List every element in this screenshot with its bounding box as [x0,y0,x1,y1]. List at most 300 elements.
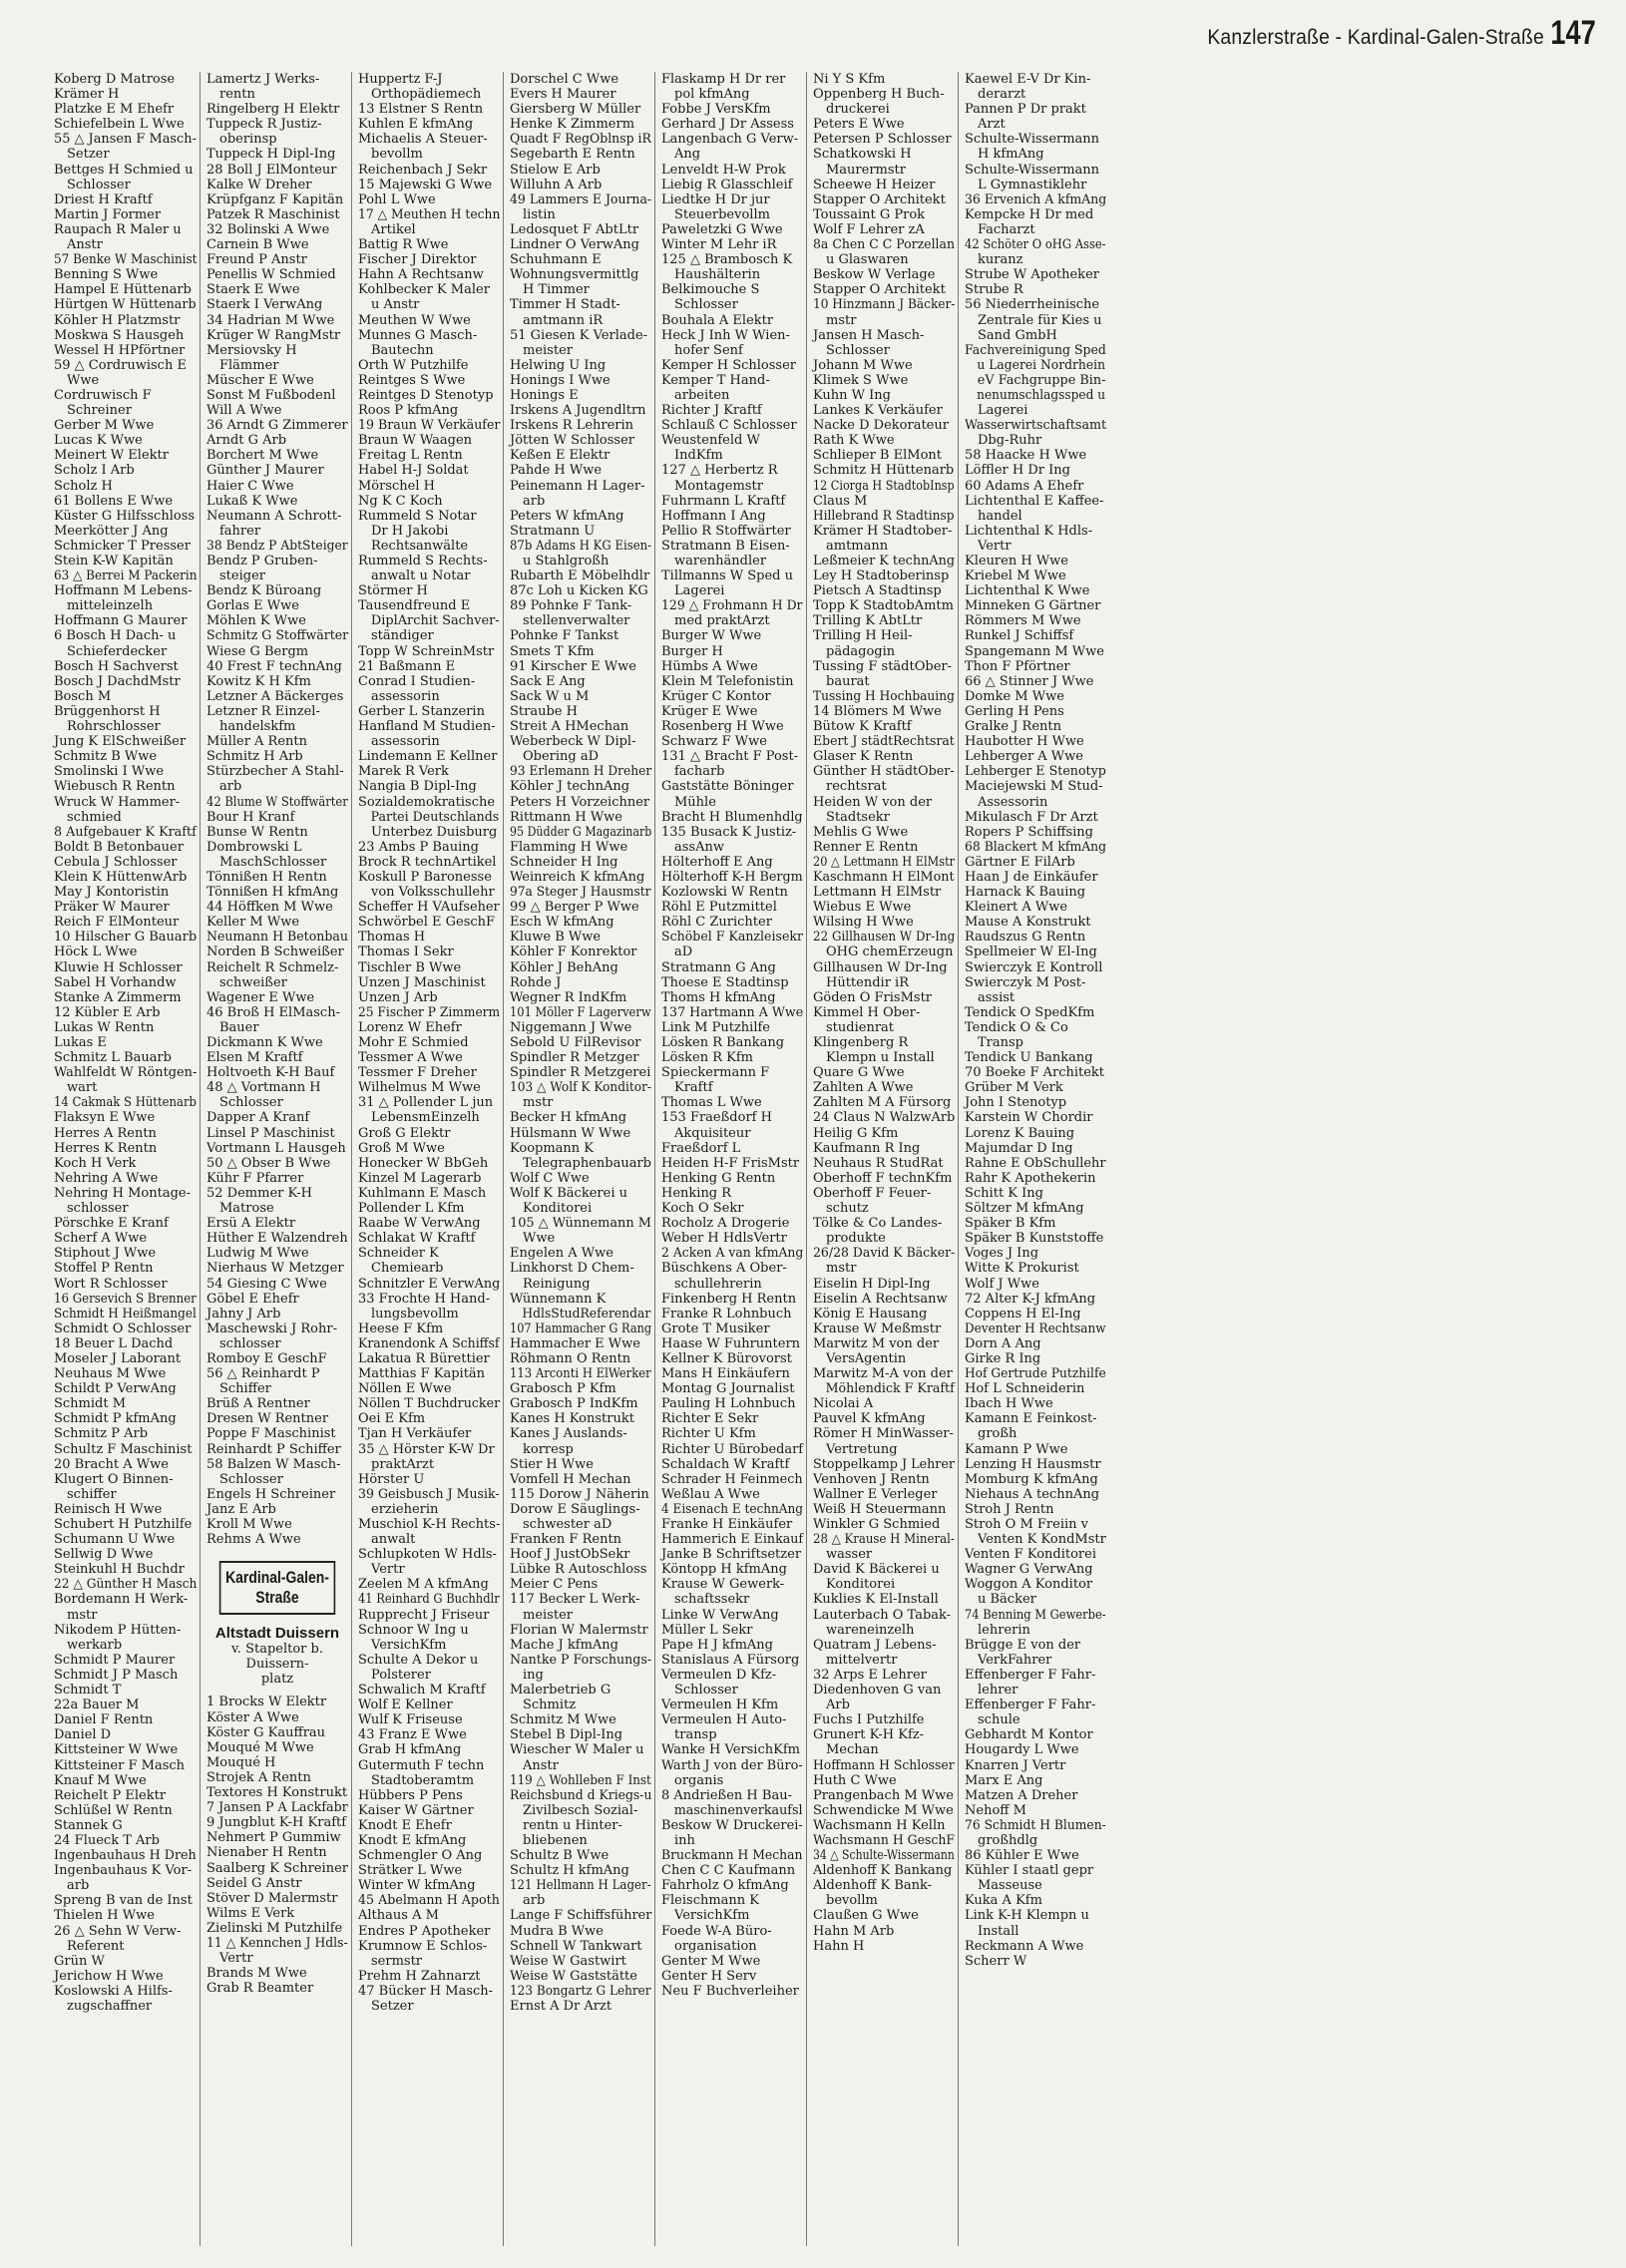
directory-entry: Penellis W Schmied [206,267,336,283]
directory-entry: Reintges D Stenotyp [358,387,494,403]
directory-entry: Schultz B Wwe [510,1848,610,1864]
directory-entry: Vertr [371,1562,405,1578]
directory-entry: Bütow K Kraftf [813,719,912,735]
directory-entry: Schwendicke M Wwe [813,1802,954,1818]
directory-entry: u Anstr [371,297,420,313]
directory-entry: Finkenberg H Rentn [661,1291,797,1307]
directory-entry: 137 Hartmann A Wwe [661,1004,804,1020]
directory-entry: Stielow E Arb [510,162,601,178]
directory-entry: Aldenhoff K Bank- [813,1878,933,1894]
directory-entry: 119 △ Wohlleben F Inst [510,1772,651,1788]
directory-entry: Grote T Musiker [661,1321,770,1336]
directory-entry: Maschewski J Rohr- [206,1321,337,1336]
directory-entry: Karstein W Chordir [965,1110,1093,1126]
directory-entry: 18 Beuer L Dachd [54,1335,174,1351]
directory-entry: schmied [67,809,122,825]
directory-entry: Thomas I Sekr [358,945,454,960]
directory-entry: Topp W SchreinMstr [358,643,495,659]
directory-entry: 38 Bendz P AbtSteiger [206,538,348,554]
directory-entry: Hanfland M Studien- [358,719,496,735]
directory-entry: wareneinzelh [826,1622,915,1638]
directory-entry: anwalt u Notar [371,568,471,584]
directory-entry: 49 Lammers E Journa- [510,191,652,207]
directory-entry: Rummeld S Rechts- [358,554,488,568]
directory-entry: Schmidt P Maurer [54,1652,176,1668]
directory-entry: 74 Benning M Gewerbe- [965,1607,1106,1623]
directory-entry: schiffer [67,1486,117,1502]
street-route [206,1642,348,1687]
directory-entry: Röhl E Putzmittel [661,900,777,916]
directory-entry: arb [523,1893,546,1909]
directory-entry: 36 Arndt G Zimmerer [206,418,348,434]
directory-entry: Anstr [67,237,103,253]
directory-entry: 40 Frest F technAng [206,658,342,674]
directory-entry: meister [523,342,573,358]
directory-entry: Krämer H [54,87,120,103]
directory-entry: Kraftf [674,1080,713,1096]
directory-entry: fahrer [219,523,261,539]
directory-entry: Maurermstr [826,162,906,178]
column-2 [200,72,351,2246]
directory-entry: Vermeulen H Auto- [661,1712,787,1728]
directory-entry: Althaus A M [358,1908,439,1924]
directory-entry: Köhler H Platzmstr [54,312,181,328]
directory-entry: Büschkens A Ober- [661,1261,787,1277]
directory-entry: Facharzt [978,221,1035,237]
directory-entry: DiplArchit Sachver- [370,613,500,629]
column-1 [48,72,200,2246]
directory-entry: Köhler J technAng [510,779,630,795]
column-5 [654,72,806,2246]
directory-entry: Stadtsekr [826,809,890,825]
directory-entry: 127 △ Herbertz R [661,463,778,479]
directory-entry: Rath K Wwe [813,433,895,449]
directory-entry: Vermeulen H Kfm [661,1698,779,1713]
directory-entry: Tönnißen H kfmAng [206,885,339,901]
directory-entry: Marx E Ang [965,1772,1043,1788]
directory-entry: Braun W Waagen [358,433,473,449]
directory-entry: Witte K Prokurist [965,1261,1079,1277]
directory-entry: Smets T Kfm [510,643,595,659]
directory-entry: med praktArzt [674,613,770,629]
directory-entry: Kanes J Auslands- [510,1426,627,1442]
directory-entry: Schaldach W Kraftf [661,1456,790,1472]
directory-entry: Schmitz P Arb [54,1426,149,1442]
directory-entry: Nienaber H Rentn [206,1845,327,1861]
directory-entry: Moskwa S Hausgeh [54,327,185,343]
directory-entry: anwalt [371,1532,416,1548]
directory-entry: 36 Ervenich A kfmAng [965,191,1107,207]
directory-entry: Johann M Wwe [813,357,913,373]
directory-entry: Timmer H Stadt- [510,297,620,313]
directory-entry: produkte [826,1231,886,1247]
directory-entry: 8 Andrießen H Bau- [661,1787,792,1803]
directory-entry: 22 △ Günther H Masch [54,1577,198,1593]
directory-entry: Günther J Maurer [206,463,324,479]
directory-entry: Heck J Inh W Wien- [661,327,790,343]
directory-entry: u Glaswaren [826,252,909,268]
directory-entry: Foede W-A Büro- [661,1923,772,1939]
directory-entry: Kaschmann H ElMont [813,869,955,885]
directory-entry: Kuklies K El-Install [813,1592,939,1608]
directory-entry: Franke R Lohnbuch [661,1306,792,1322]
directory-entry: 52 Demmer K-H [206,1185,312,1201]
directory-entry: Neumann A Schrott- [206,508,342,524]
directory-entry: Ringelberg H Elektr [206,102,340,118]
directory-entry: Arb [826,1698,850,1713]
directory-entry: 10 Hilscher G Bauarb [54,930,198,945]
directory-entry: Hoffmann G Maurer [54,613,188,629]
directory-entry: Zielinski M Putzhilfe [206,1920,343,1936]
directory-entry: Wilms E Verk [206,1905,295,1921]
directory-entry: Nantke P Forschungs- [510,1652,652,1668]
directory-entry: Heiden H-F FrisMstr [661,1155,800,1171]
directory-entry: Reichelt P Elektr [54,1787,167,1803]
directory-entry: Holtvoeth K-H Bauf [206,1065,335,1081]
directory-entry: Stadtoberamtm [371,1772,475,1788]
directory-entry: Kluwie H Schlosser [54,959,183,975]
directory-entry: Ingenbauhaus K Vor- [54,1863,193,1879]
directory-entry: Koslowski A Hilfs- [54,1983,173,1999]
directory-entry: Stanislaus A Fürsorg [661,1652,800,1668]
directory-entry: Kellner K Bürovorst [661,1350,792,1366]
directory-entry: Hammacher E Wwe [510,1335,640,1351]
directory-entry: 107 Hammacher G Rang [510,1321,652,1336]
directory-entry: bevollm [371,147,423,163]
directory-entry: Langenbach G Verw- [661,132,799,148]
directory-entry: ing [523,1667,544,1683]
directory-entry: Kittsteiner W Wwe [54,1742,179,1758]
directory-entry: Kranendonk A Schiffsf [358,1335,500,1351]
directory-entry: mitteleinzelh [67,598,154,614]
directory-entry: Weberbeck W Dipl- [510,734,636,750]
directory-entry: Quatram J Lebens- [813,1637,937,1653]
directory-entry: Stiphout J Wwe [54,1246,157,1262]
directory-entry: Vertretung [826,1441,898,1457]
directory-entry: Wolf C Wwe [510,1170,590,1186]
directory-entry: Spindler R Metzger [510,1050,639,1066]
directory-entry: Tendick U Bankang [965,1050,1093,1066]
directory-entry: zugschaffner [67,1999,153,2014]
directory-entry: Sellwig D Wwe [54,1547,154,1563]
directory-entry: Mersiovsky H [206,342,297,358]
directory-entry: Minneken G Gärtner [965,598,1101,614]
directory-entry: Schmidt H Heißmangel [54,1306,197,1322]
directory-entry: 60 Adams A Ehefr [965,478,1084,494]
directory-entry: Präker W Maurer [54,900,170,916]
directory-entry: Späker B Kfm [965,1216,1056,1232]
directory-entry: Bosch H Sachverst [54,658,179,674]
directory-entry: 129 △ Frohmann H Dr [661,598,803,614]
directory-entry: maschinenverkaufsl [673,1802,803,1818]
directory-entry: Mudra B Wwe [510,1923,604,1939]
directory-entry: Lenzing H Hausmstr [965,1456,1101,1472]
directory-entry: 44 Höffken M Wwe [206,900,333,916]
directory-entry: Carnein B Wwe [206,237,309,253]
directory-entry: Römer H MinWasser- [813,1426,954,1442]
directory-entry: Polsterer [371,1667,431,1683]
directory-entry: 87c Loh u Kicken KG [510,583,648,599]
directory-entry: Kaiser W Gärtner [358,1802,474,1818]
directory-entry: Tuppeck R Justiz- [206,117,322,133]
directory-entry: Schlieper B ElMont [813,448,942,464]
directory-entry: Tendick O SpedKfm [965,1004,1095,1020]
directory-entry: Malerbetrieb G [510,1683,611,1699]
directory-entry: Stratmann U [510,523,596,539]
directory-entry: Vermeulen D Kfz- [661,1667,777,1683]
directory-entry: Link K-H Klempn u [965,1908,1089,1924]
directory-entry: Flaksyn E Wwe [54,1110,156,1126]
directory-entry: Wulf K Friseuse [358,1712,463,1728]
directory-entry: Stannek G [54,1817,123,1833]
directory-entry: Raabe W VerwAng [358,1216,481,1232]
directory-entry: Lösken R Bankang [661,1035,785,1050]
directory-entry: Chen C C Kaufmann [661,1863,796,1879]
directory-entry: Borchert M Wwe [206,448,319,464]
directory-entry: Habel H-J Soldat [358,463,469,479]
directory-entry: Gerhard J Dr Assess [661,117,794,133]
directory-entry: Schlupkoten W Hdls- [358,1547,497,1563]
directory-entry: Ang [674,147,701,163]
directory-entry: 14 Cakmak S Hüttenarb [54,1095,197,1111]
directory-entry: Lagerei [978,403,1028,419]
directory-entry: Grabosch P IndKfm [510,1396,638,1412]
directory-entry: Kroll M Wwe [206,1517,292,1532]
directory-entry: Schitt K Ing [965,1185,1043,1201]
directory-entry: MaschSchlosser [219,854,327,870]
directory-entry: Pietsch A Stadtinsp [813,583,942,599]
directory-entry: Effenberger F Fahr- [965,1698,1096,1713]
directory-entry: Hübbers P Pens [358,1787,463,1803]
directory-entry: Krüpfganz F Kapitän [206,191,344,207]
directory-entry: Klugert O Binnen- [54,1471,174,1487]
directory-entry: Reich F ElMonteur [54,915,180,931]
directory-entry: 34 Hadrian M Wwe [206,312,335,328]
directory-entry: Saalberg K Schreiner [206,1860,348,1876]
directory-entry: Weise W Gaststätte [510,1968,637,1984]
directory-entry: Wagner G VerwAng [965,1562,1093,1578]
directory-entry: Swierczyk E Kontroll [965,959,1103,975]
column-6 [806,72,958,2246]
directory-entry: Ebert J städtRechtsrat [813,734,955,750]
directory-entry: Köster A Wwe [206,1709,299,1725]
directory-entry: 99 △ Berger P Wwe [510,900,639,916]
directory-entry: 14 Blömers M Wwe [813,703,942,719]
directory-entry: Link M Putzhilfe [661,1019,771,1035]
directory-entry: 48 △ Vortmann H [206,1080,321,1096]
directory-entry: Krämer H Stadtober- [813,523,953,539]
directory-entry: 8a Chen C C Porzellan [813,237,956,253]
directory-entry: Müller L Sekr [661,1622,753,1638]
directory-entry: Fuchs I Putzhilfe [813,1712,925,1728]
directory-entry: Fraeßdorf L [661,1140,741,1156]
directory-entry: assAnw [674,839,724,855]
directory-entry: Bruckmann H Mechan [661,1848,803,1864]
directory-entry: Göbel E Ehefr [206,1291,299,1307]
directory-entry: 91 Kirscher E Wwe [510,658,636,674]
directory-entry: John I Stenotyp [965,1095,1067,1111]
directory-entry: Bendz K Büroang [206,583,322,599]
directory-entry: Bendz P Gruben- [206,554,318,568]
directory-entry: Meerkötter J Ang [54,523,169,539]
directory-entry: Zeelen M A kfmAng [358,1577,489,1593]
directory-entry: 31 △ Pollender L jun [358,1095,494,1111]
directory-entry: Heese F Kfm [358,1321,444,1336]
directory-entry: Strube R [965,282,1023,298]
directory-entry: Eiselin A Rechtsanw [813,1291,948,1307]
directory-entry: Tausendfreund E [358,598,471,614]
directory-entry: Röhl C Zurichter [661,915,772,931]
directory-entry: Benning S Wwe [54,267,159,283]
directory-entry: Prehm H Zahnarzt [358,1968,481,1984]
directory-entry: Peters W kfmAng [510,508,624,524]
directory-entry: Trilling K AbtLtr [813,613,923,629]
directory-entry: schutz [826,1201,869,1217]
directory-entry: Tönnißen H Rentn [206,869,327,885]
directory-entry: Brock R technArtikel [358,854,497,870]
directory-entry: Brands M Wwe [206,1966,307,1982]
directory-entry: H kfmAng [978,147,1044,163]
directory-entry: Bautechn [371,342,434,358]
directory-entry: Konditorei [523,1201,593,1217]
directory-entry: Tjan H Verkäufer [358,1426,472,1442]
directory-entry: Hahn H [813,1938,865,1954]
directory-entry: Peters H Vorzeichner [510,794,650,810]
directory-entry: Kluwe B Wwe [510,930,602,945]
directory-entry: Nöllen E Wwe [358,1381,452,1397]
directory-entry: Gebhardt M Kontor [965,1727,1093,1743]
directory-entry: Thon F Pförtner [965,658,1070,674]
directory-entry: Haushälterin [674,267,761,283]
directory-entry: Lakatua R Bürettier [358,1350,490,1366]
directory-entry: Peters E Wwe [813,117,905,133]
directory-entry: 86 Kühler E Wwe [965,1848,1079,1864]
directory-entry: Weustenfeld W [661,433,760,449]
directory-entry: mstr [67,1607,98,1623]
directory-entry: Schmitz B Wwe [54,749,158,765]
directory-entry: Tessmer A Wwe [358,1050,463,1066]
directory-entry: Weiß H Steuermann [813,1501,947,1517]
directory-entry: Schuhmann E [510,252,602,268]
directory-entry: assist [978,989,1016,1005]
directory-entry: Hof L Schneiderin [965,1381,1085,1397]
directory-entry: Klein K HüttenwArb [54,869,188,885]
directory-entry: Irskens A Jugendltrn [510,403,646,419]
directory-entry: König E Hausang [813,1306,928,1322]
directory-entry: Schmitz [523,1698,577,1713]
directory-entry: Freitag L Rentn [358,448,463,464]
directory-entry: Fleischmann K [661,1893,760,1909]
directory-entry: Install [978,1923,1019,1939]
directory-entry: 22a Bauer M [54,1698,140,1713]
directory-entry: Kuhlmann E Masch [358,1185,487,1201]
directory-entry: May J Kontoristin [54,885,170,901]
directory-entry: 47 Bücker H Masch- [358,1983,494,1999]
directory-entry: Schneider K [358,1246,439,1262]
directory-entry: Klein M Telefonistin [661,673,794,689]
directory-entry: Stanke A Zimmerm [54,989,182,1005]
directory-entry: Setzer [67,147,110,163]
directory-entry: Schiefelbein L Wwe [54,117,185,133]
directory-entry: Mache J kfmAng [510,1637,618,1653]
directory-entry: Schmitz M Wwe [510,1712,616,1728]
directory-entry: Rehms A Wwe [206,1532,301,1548]
directory-entry: Kanes H Konstrukt [510,1411,634,1427]
directory-entry: Nikodem P Hütten- [54,1622,182,1638]
directory-entry: Schnitzler E VerwAng [358,1276,501,1292]
directory-entry: 101 Möller F Lagerverw [510,1004,651,1020]
directory-entry: Ersü A Elektr [206,1216,296,1232]
directory-entry: Boldt B Betonbauer [54,839,184,855]
directory-entry: Kleinert A Wwe [965,900,1068,916]
directory-entry: Claußen G Wwe [813,1908,919,1924]
directory-entry: schlosser [67,1201,129,1217]
directory-entry: Jerichow H Wwe [54,1968,164,1984]
directory-entry: Rahne E ObSchullehr [965,1155,1106,1171]
directory-entry: Burger W Wwe [661,628,762,644]
directory-entry: druckerei [826,102,890,118]
directory-entry: Honings E [510,387,579,403]
directory-entry: Strätker L Wwe [358,1863,463,1879]
directory-entry: lehrer [978,1683,1018,1699]
directory-entry: Krüger W RangMstr [206,327,341,343]
directory-entry: Belkimouche S [661,282,760,298]
directory-entry: Nehmert P Gummiw [206,1830,341,1846]
directory-entry: Grün W [54,1953,105,1969]
directory-entry: u Bäcker [978,1592,1036,1608]
directory-entry: Schöbel F Kanzleisekr [661,930,804,945]
directory-entry: Wohnungsvermittlg [510,267,639,283]
directory-entry: Stoppelkamp J Lehrer [813,1456,955,1472]
directory-entry: Vertr [219,1951,253,1967]
directory-entry: Burger H [661,643,723,659]
directory-entry: Hahn M Arb [813,1923,895,1939]
directory-entry: u Lagerei Nordrhein [977,357,1106,373]
directory-entry: Wolf F Lehrer zA [813,221,925,237]
directory-entry: Mikulasch F Dr Arzt [965,809,1098,825]
directory-entry: 23 Ambs P Bauing [358,839,479,855]
directory-entry: Telegraphenbauarb [523,1155,651,1171]
directory-entry: Schiffer [219,1381,271,1397]
directory-entry: Möhlen K Wwe [206,613,306,629]
directory-entry: Schnoor W Ing u [358,1622,469,1638]
directory-entry: Dorn A Ang [965,1335,1041,1351]
directory-entry: Reichenbach J Sekr [358,162,488,178]
directory-entry: Mühle [674,794,716,810]
directory-entry: Krumnow E Schlos- [358,1938,488,1954]
directory-entry: Müller A Rentn [206,734,308,750]
directory-entry: Franken F Rentn [510,1532,622,1548]
directory-entry: Haan J de Einkäufer [965,869,1098,885]
directory-entry: 19 Braun W Verkäufer [358,418,501,434]
directory-entry: Lehberger A Wwe [965,749,1083,765]
directory-entry: Lindemann E Kellner [358,749,498,765]
directory-entry: Henking R [661,1185,732,1201]
directory-entry: Schmidt T [54,1683,122,1699]
directory-entry: Richter U Kfm [661,1426,756,1442]
directory-entry: 66 △ Stinner J Wwe [965,673,1094,689]
directory-entry: Warth J von der Büro- [661,1757,803,1773]
directory-entry: Kühler I staatl gepr [965,1863,1094,1879]
directory-entry: Reintges S Wwe [358,372,466,388]
directory-entry: inh [674,1832,695,1848]
directory-entry: Kimmel H Ober- [813,1004,921,1020]
directory-entry: Krüger C Kontor [661,688,771,704]
directory-entry: Tuppeck H Dipl-Ing [206,147,336,163]
directory-entry: Grüber M Verk [965,1080,1063,1096]
directory-entry: Stürzbecher A Stahl- [206,764,344,780]
directory-entry: Pahde H Wwe [510,463,603,479]
